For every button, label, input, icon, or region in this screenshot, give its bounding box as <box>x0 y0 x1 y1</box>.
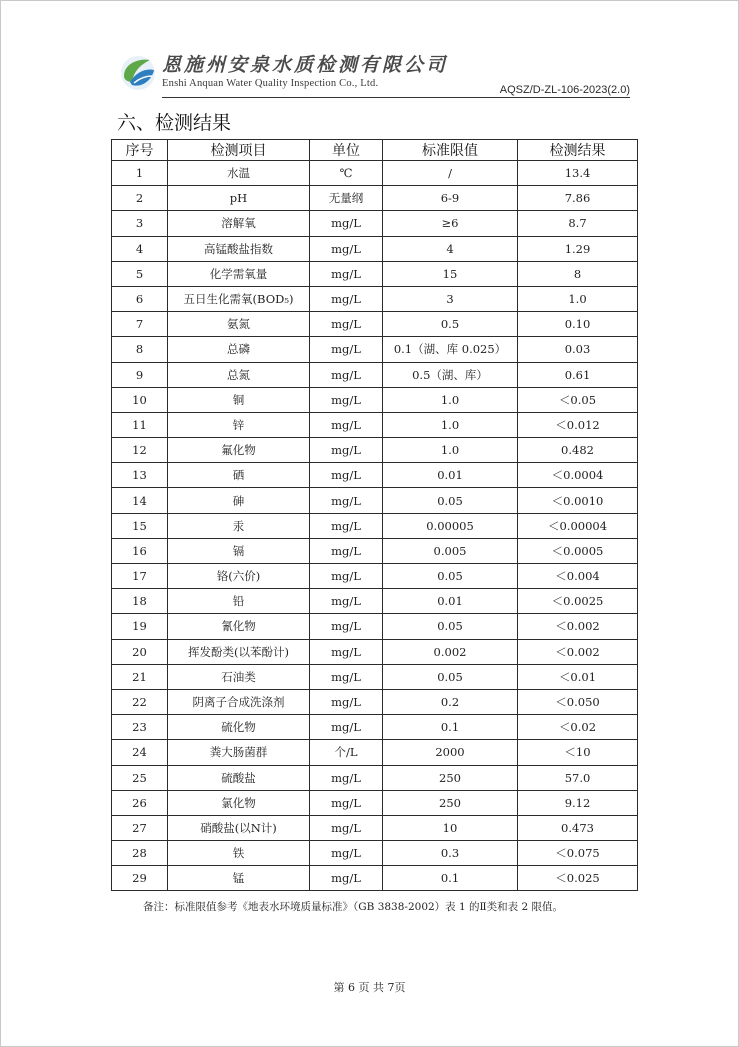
table-row <box>112 412 638 437</box>
table-row <box>112 841 638 866</box>
column-header-item: 检测项目 <box>168 140 310 161</box>
table-row <box>112 236 638 261</box>
cell-unit: mg/L <box>310 790 383 815</box>
cell-unit: mg/L <box>310 312 383 337</box>
cell-seq: 18 <box>112 589 168 614</box>
column-header-result: 检测结果 <box>518 140 638 161</box>
cell-item: 锰 <box>168 866 310 891</box>
document-code: AQSZ/D-ZL-106-2023(2.0) <box>499 84 630 96</box>
cell-item: 锌 <box>168 412 310 437</box>
table-row <box>112 337 638 362</box>
cell-item: 水温 <box>168 161 310 186</box>
cell-result: 0.10 <box>518 312 638 337</box>
cell-unit: mg/L <box>310 463 383 488</box>
cell-unit: mg/L <box>310 589 383 614</box>
table-row <box>112 161 638 186</box>
cell-unit: mg/L <box>310 689 383 714</box>
column-header-limit: 标准限值 <box>383 140 518 161</box>
table-row <box>112 765 638 790</box>
cell-result: ＜0.050 <box>518 689 638 714</box>
cell-item: 硫酸盐 <box>168 765 310 790</box>
cell-limit: 0.1（湖、库 0.025） <box>383 337 518 362</box>
cell-item: 氯化物 <box>168 790 310 815</box>
cell-result: ＜0.004 <box>518 564 638 589</box>
cell-result: 13.4 <box>518 161 638 186</box>
cell-item: 砷 <box>168 488 310 513</box>
cell-limit: 0.01 <box>383 589 518 614</box>
column-header-seq: 序号 <box>112 140 168 161</box>
table-row <box>112 815 638 840</box>
cell-limit: 0.1 <box>383 866 518 891</box>
cell-unit: ℃ <box>310 161 383 186</box>
cell-result: 9.12 <box>518 790 638 815</box>
cell-limit: 0.05 <box>383 488 518 513</box>
cell-item: 化学需氧量 <box>168 261 310 286</box>
cell-seq: 26 <box>112 790 168 815</box>
header-divider <box>162 97 630 98</box>
cell-item: 铬(六价) <box>168 564 310 589</box>
cell-unit: mg/L <box>310 815 383 840</box>
cell-result: ＜0.025 <box>518 866 638 891</box>
cell-result: 0.03 <box>518 337 638 362</box>
cell-unit: mg/L <box>310 841 383 866</box>
cell-seq: 21 <box>112 664 168 689</box>
cell-seq: 2 <box>112 186 168 211</box>
cell-result: ＜0.02 <box>518 715 638 740</box>
cell-item: 汞 <box>168 513 310 538</box>
cell-seq: 22 <box>112 689 168 714</box>
cell-result: ＜10 <box>518 740 638 765</box>
cell-limit: 0.3 <box>383 841 518 866</box>
table-row <box>112 866 638 891</box>
cell-unit: mg/L <box>310 387 383 412</box>
cell-limit: 4 <box>383 236 518 261</box>
table-row <box>112 664 638 689</box>
cell-unit: mg/L <box>310 211 383 236</box>
table-row <box>112 513 638 538</box>
cell-item: 总氮 <box>168 362 310 387</box>
cell-limit: ≥6 <box>383 211 518 236</box>
cell-limit: 0.5 <box>383 312 518 337</box>
cell-result: ＜0.0010 <box>518 488 638 513</box>
table-row <box>112 261 638 286</box>
cell-result: ＜0.0005 <box>518 538 638 563</box>
cell-limit: 1.0 <box>383 387 518 412</box>
cell-result: ＜0.0004 <box>518 463 638 488</box>
cell-item: 粪大肠菌群 <box>168 740 310 765</box>
document-header <box>118 48 630 98</box>
table-row <box>112 438 638 463</box>
cell-unit: mg/L <box>310 639 383 664</box>
cell-item: 铜 <box>168 387 310 412</box>
cell-unit: mg/L <box>310 866 383 891</box>
column-header-unit: 单位 <box>310 140 383 161</box>
table-note: 备注：标准限值参考《地表水环境质量标准》（GB 3838-2002）表 1 的Ⅱ类和表 2 限值。 <box>143 901 564 913</box>
section-title: 六、检测结果 <box>117 112 232 134</box>
cell-unit: mg/L <box>310 564 383 589</box>
cell-unit: 个/L <box>310 740 383 765</box>
cell-item: 铅 <box>168 589 310 614</box>
cell-seq: 9 <box>112 362 168 387</box>
cell-seq: 6 <box>112 286 168 311</box>
table-row <box>112 211 638 236</box>
cell-item: 镉 <box>168 538 310 563</box>
results-table <box>111 139 638 891</box>
cell-seq: 5 <box>112 261 168 286</box>
cell-seq: 17 <box>112 564 168 589</box>
cell-result: ＜0.05 <box>518 387 638 412</box>
table-row <box>112 463 638 488</box>
cell-seq: 25 <box>112 765 168 790</box>
cell-item: 阴离子合成洗涤剂 <box>168 689 310 714</box>
cell-unit: mg/L <box>310 412 383 437</box>
cell-seq: 14 <box>112 488 168 513</box>
table-row <box>112 488 638 513</box>
table-row <box>112 589 638 614</box>
cell-item: 氨氮 <box>168 312 310 337</box>
table-row <box>112 740 638 765</box>
cell-unit: mg/L <box>310 438 383 463</box>
cell-limit: 10 <box>383 815 518 840</box>
cell-limit: 0.05 <box>383 614 518 639</box>
cell-result: 1.0 <box>518 286 638 311</box>
cell-unit: mg/L <box>310 362 383 387</box>
cell-result: 57.0 <box>518 765 638 790</box>
cell-unit: mg/L <box>310 715 383 740</box>
cell-result: 0.473 <box>518 815 638 840</box>
cell-result: ＜0.075 <box>518 841 638 866</box>
cell-limit: 15 <box>383 261 518 286</box>
cell-seq: 13 <box>112 463 168 488</box>
cell-seq: 27 <box>112 815 168 840</box>
cell-unit: mg/L <box>310 488 383 513</box>
table-row <box>112 790 638 815</box>
cell-limit: 250 <box>383 790 518 815</box>
cell-unit: mg/L <box>310 664 383 689</box>
cell-result: ＜0.01 <box>518 664 638 689</box>
cell-unit: mg/L <box>310 765 383 790</box>
cell-item: 氟化物 <box>168 438 310 463</box>
table-row <box>112 715 638 740</box>
cell-unit: mg/L <box>310 286 383 311</box>
results-table-body <box>112 161 638 891</box>
cell-unit: mg/L <box>310 261 383 286</box>
cell-limit: 1.0 <box>383 438 518 463</box>
cell-item: 石油类 <box>168 664 310 689</box>
table-row <box>112 387 638 412</box>
cell-seq: 1 <box>112 161 168 186</box>
cell-item: 硒 <box>168 463 310 488</box>
cell-seq: 3 <box>112 211 168 236</box>
cell-item: 氰化物 <box>168 614 310 639</box>
cell-limit: 0.05 <box>383 664 518 689</box>
table-row <box>112 286 638 311</box>
cell-limit: 0.05 <box>383 564 518 589</box>
cell-seq: 29 <box>112 866 168 891</box>
table-row <box>112 564 638 589</box>
cell-result: 8.7 <box>518 211 638 236</box>
cell-unit: mg/L <box>310 513 383 538</box>
cell-item: pH <box>168 186 310 211</box>
water-drop-logo-icon <box>118 52 158 92</box>
table-row <box>112 186 638 211</box>
table-row <box>112 312 638 337</box>
cell-limit: 0.002 <box>383 639 518 664</box>
cell-limit: 1.0 <box>383 412 518 437</box>
cell-unit: mg/L <box>310 538 383 563</box>
cell-seq: 20 <box>112 639 168 664</box>
cell-limit: / <box>383 161 518 186</box>
cell-seq: 15 <box>112 513 168 538</box>
cell-seq: 19 <box>112 614 168 639</box>
cell-seq: 4 <box>112 236 168 261</box>
cell-result: ＜0.012 <box>518 412 638 437</box>
cell-result: ＜0.0025 <box>518 589 638 614</box>
cell-result: ＜0.00004 <box>518 513 638 538</box>
cell-seq: 11 <box>112 412 168 437</box>
cell-limit: 3 <box>383 286 518 311</box>
cell-seq: 28 <box>112 841 168 866</box>
cell-item: 硫化物 <box>168 715 310 740</box>
cell-limit: 0.2 <box>383 689 518 714</box>
cell-result: ＜0.002 <box>518 639 638 664</box>
cell-unit: 无量纲 <box>310 186 383 211</box>
table-row <box>112 639 638 664</box>
cell-result: 0.61 <box>518 362 638 387</box>
cell-result: ＜0.002 <box>518 614 638 639</box>
cell-limit: 2000 <box>383 740 518 765</box>
company-name-chinese: 恩施州安泉水质检测有限公司 <box>162 54 449 76</box>
table-row <box>112 538 638 563</box>
cell-limit: 0.005 <box>383 538 518 563</box>
cell-item: 挥发酚类(以苯酚计) <box>168 639 310 664</box>
cell-limit: 250 <box>383 765 518 790</box>
cell-item: 五日生化需氧(BOD₅) <box>168 286 310 311</box>
cell-result: 1.29 <box>518 236 638 261</box>
table-header-row <box>112 140 638 161</box>
page-number: 第 6 页 共 7页 <box>333 981 406 994</box>
table-row <box>112 362 638 387</box>
cell-item: 溶解氧 <box>168 211 310 236</box>
cell-seq: 12 <box>112 438 168 463</box>
cell-seq: 8 <box>112 337 168 362</box>
cell-result: 0.482 <box>518 438 638 463</box>
cell-limit: 0.5（湖、库） <box>383 362 518 387</box>
cell-limit: 0.1 <box>383 715 518 740</box>
cell-item: 硝酸盐(以N计) <box>168 815 310 840</box>
table-row <box>112 689 638 714</box>
cell-item: 总磷 <box>168 337 310 362</box>
cell-seq: 10 <box>112 387 168 412</box>
cell-unit: mg/L <box>310 337 383 362</box>
company-name-english: Enshi Anquan Water Quality Inspection Co., Ltd. <box>162 78 379 89</box>
cell-item: 铁 <box>168 841 310 866</box>
cell-limit: 6-9 <box>383 186 518 211</box>
cell-item: 高锰酸盐指数 <box>168 236 310 261</box>
cell-result: 8 <box>518 261 638 286</box>
cell-limit: 0.00005 <box>383 513 518 538</box>
cell-unit: mg/L <box>310 614 383 639</box>
cell-unit: mg/L <box>310 236 383 261</box>
cell-seq: 7 <box>112 312 168 337</box>
cell-limit: 0.01 <box>383 463 518 488</box>
table-row <box>112 614 638 639</box>
cell-result: 7.86 <box>518 186 638 211</box>
cell-seq: 24 <box>112 740 168 765</box>
cell-seq: 23 <box>112 715 168 740</box>
cell-seq: 16 <box>112 538 168 563</box>
